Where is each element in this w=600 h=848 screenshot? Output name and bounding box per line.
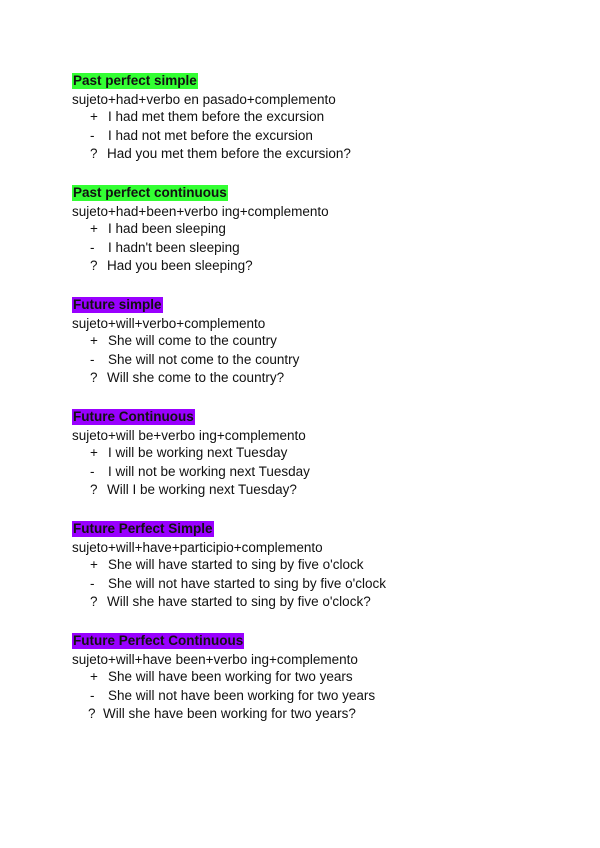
example-text: She will not have been working for two years [108,687,376,703]
section-formula: sujeto+had+verbo en pasado+complemento [72,92,336,107]
example-affirmative [72,220,572,239]
section-past-perfect-simple [72,72,572,164]
section-heading: Future simple [73,297,162,312]
example-text: I will be working next Tuesday [108,445,288,460]
example-text: She will not come to the country [108,351,300,367]
section-formula: sujeto+will+have been+verbo ing+complemento [72,652,358,667]
example-question [72,257,572,276]
example-question [72,145,572,164]
section-past-perfect-continuous [72,184,572,276]
section-future-simple [72,296,572,388]
affirmative-symbol: + [90,109,98,124]
section-future-perfect-continuous [72,632,572,724]
example-negative [72,687,572,706]
affirmative-symbol: + [90,445,98,460]
question-symbol: ? [88,706,96,722]
question-symbol: ? [90,146,98,162]
section-future-continuous [72,408,572,500]
example-affirmative [72,556,572,575]
question-symbol: ? [90,594,98,610]
example-text: She will come to the country [108,333,277,348]
example-text: Will she have been working for two years? [103,706,356,722]
example-text: Had you been sleeping? [107,258,253,274]
question-symbol: ? [90,258,98,274]
section-future-perfect-simple [72,520,572,612]
section-heading: Future Perfect Continuous [73,633,244,648]
section-formula: sujeto+will+verbo+complemento [72,316,266,331]
question-symbol: ? [90,482,98,498]
negative-symbol: - [90,463,95,479]
example-text: Will she come to the country? [107,370,285,386]
example-text: Will I be working next Tuesday? [107,482,297,498]
example-question [72,369,572,388]
example-text: I hadn't been sleeping [108,239,240,255]
affirmative-symbol: + [90,333,98,348]
section-heading: Future Continuous [73,409,194,424]
example-affirmative [72,332,572,351]
example-negative [72,127,572,146]
example-negative [72,239,572,258]
section-heading: Future Perfect Simple [73,521,213,536]
negative-symbol: - [90,127,95,143]
negative-symbol: - [90,687,95,703]
example-negative [72,575,572,594]
example-text: She will have been working for two years [108,669,353,684]
negative-symbol: - [90,351,95,367]
section-heading: Past perfect simple [73,73,197,88]
example-text: I had been sleeping [108,221,226,236]
section-formula: sujeto+had+been+verbo ing+complemento [72,204,329,219]
negative-symbol: - [90,575,95,591]
question-symbol: ? [90,370,98,386]
example-question [72,593,572,612]
example-text: She will not have started to sing by five o'clock [108,575,386,591]
example-negative [72,351,572,370]
section-heading: Past perfect continuous [73,185,227,200]
example-affirmative [72,108,572,127]
affirmative-symbol: + [90,669,98,684]
example-text: I will not be working next Tuesday [108,463,310,479]
example-affirmative [72,668,572,687]
example-text: Will she have started to sing by five o'clock? [107,594,371,610]
example-question [72,481,572,500]
section-formula: sujeto+will+have+participio+complemento [72,540,323,555]
example-negative [72,463,572,482]
example-text: She will have started to sing by five o'clock [108,557,364,572]
affirmative-symbol: + [90,557,98,572]
negative-symbol: - [90,239,95,255]
section-formula: sujeto+will be+verbo ing+complemento [72,428,306,443]
example-text: I had met them before the excursion [108,109,325,124]
example-question [72,705,572,724]
example-text: Had you met them before the excursion? [107,146,351,162]
example-text: I had not met before the excursion [108,127,313,143]
example-affirmative [72,444,572,463]
affirmative-symbol: + [90,221,98,236]
